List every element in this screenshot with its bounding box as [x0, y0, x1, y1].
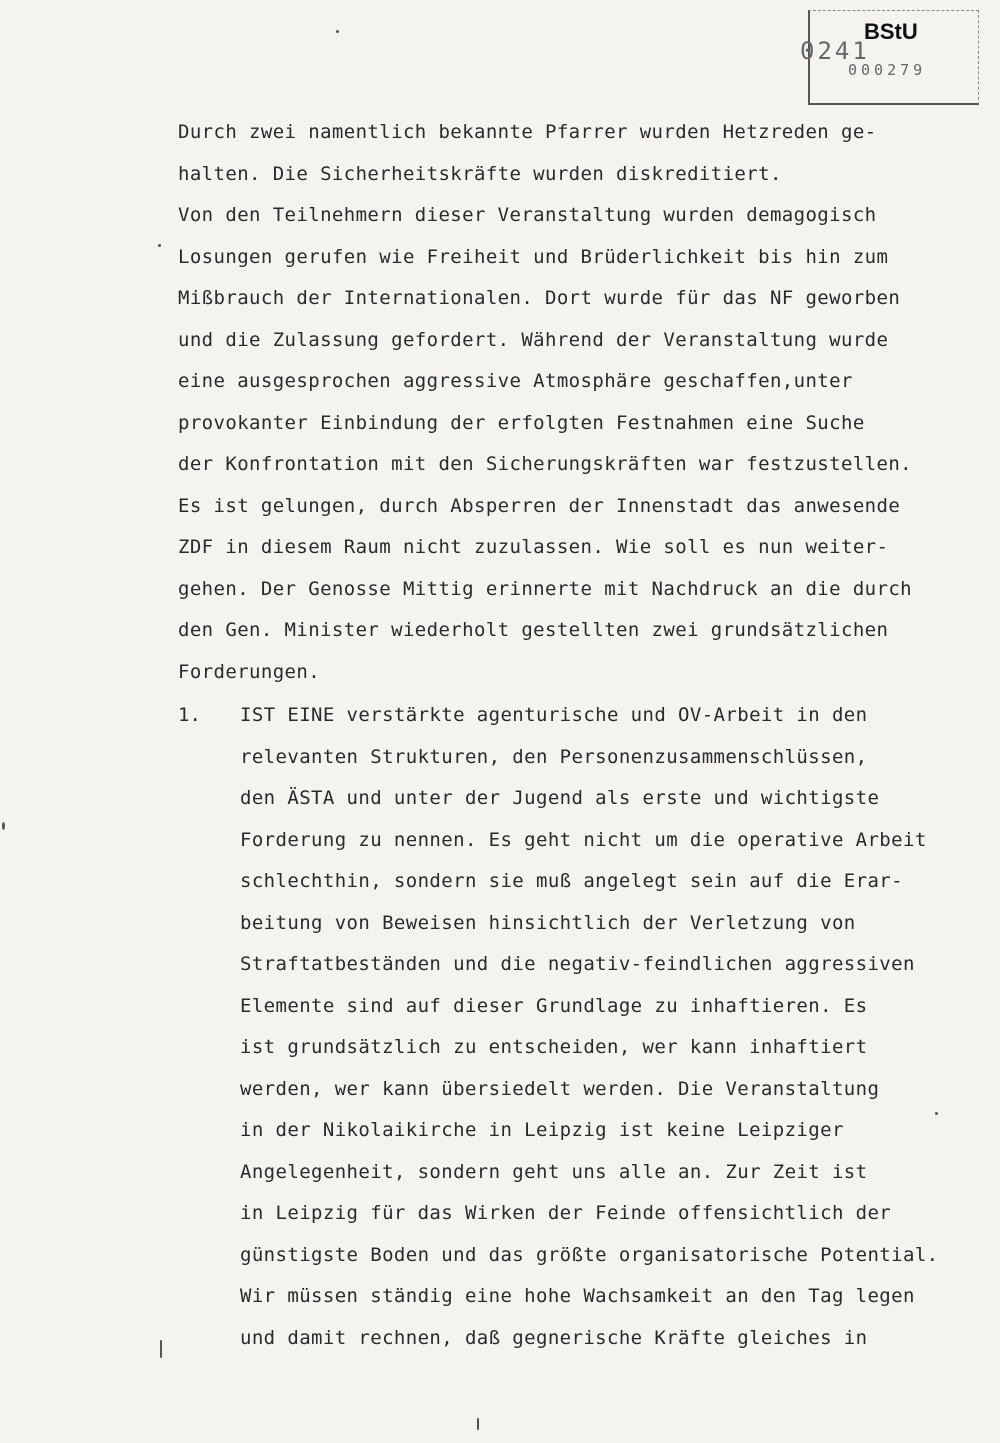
- scan-speck: [2, 822, 5, 830]
- numbered-list-item: [178, 695, 958, 1359]
- list-text-line: Straftatbeständen und die negativ-feindlichen aggressiven: [240, 953, 915, 975]
- text-line: Forderungen.: [178, 660, 321, 683]
- stamp-page-number: 000279: [848, 61, 927, 79]
- text-line: Losungen gerufen wie Freiheit und Brüderlichkeit bis hin zum: [178, 245, 889, 268]
- scan-speck: [935, 1112, 938, 1115]
- scan-speck: [158, 244, 161, 247]
- list-text-line: in der Nikolaikirche in Leipzig ist keine Leipziger: [240, 1119, 844, 1141]
- list-text-line: IST EINE verstärkte agenturische und OV-Arbeit in den: [240, 704, 868, 726]
- stamp-number: 0241: [800, 37, 870, 65]
- list-text-line: und damit rechnen, daß gegnerische Kräfte gleiches in: [240, 1326, 868, 1349]
- body-paragraph: [178, 112, 958, 693]
- scan-speck: [160, 1340, 162, 1358]
- list-text-line: schlechthin, sondern sie muß angelegt sein auf die Erar-: [240, 870, 903, 892]
- text-line: Es ist gelungen, durch Absperren der Innenstadt das anwesende: [178, 494, 901, 517]
- list-text-line: in Leipzig für das Wirken der Feinde offensichtlich der: [240, 1202, 892, 1224]
- archive-stamp: [800, 10, 979, 105]
- text-line: gehen. Der Genosse Mittig erinnerte mit Nachdruck an die durch: [178, 577, 913, 600]
- stamp-label: BStU: [864, 19, 918, 44]
- list-text-line: beitung von Beweisen hinsichtlich der Verletzung von: [240, 911, 856, 934]
- list-text-line: Wir müssen ständig eine hohe Wachsamkeit an den Tag legen: [240, 1285, 915, 1307]
- list-text-line: den ÄSTA und unter der Jugend als erste und wichtigste: [240, 787, 880, 809]
- text-line: den Gen. Minister wiederholt gestellten zwei grundsätzlichen: [178, 619, 889, 641]
- text-line: und die Zulassung gefordert. Während der Veranstaltung wurde: [178, 328, 889, 351]
- document-body: [178, 112, 958, 1359]
- list-text-line: Forderung zu nennen. Es geht nicht um die operative Arbeit: [240, 828, 927, 851]
- list-text-line: ist grundsätzlich zu entscheiden, wer kann inhaftiert: [240, 1036, 868, 1058]
- scan-speck: [336, 30, 339, 33]
- list-number: 1.: [178, 704, 201, 726]
- text-line: eine ausgesprochen aggressive Atmosphäre geschaffen,unter: [178, 370, 853, 392]
- list-text-line: Elemente sind auf dieser Grundlage zu inhaftieren. Es: [240, 994, 868, 1017]
- text-line: Durch zwei namentlich bekannte Pfarrer wurden Hetzreden ge-: [178, 121, 877, 143]
- text-line: Mißbrauch der Internationalen. Dort wurde für das NF geworben: [178, 287, 901, 309]
- list-text-line: relevanten Strukturen, den Personenzusammenschlüssen,: [240, 745, 868, 768]
- text-line: ZDF in diesem Raum nicht zuzulassen. Wie soll es nun weiter-: [178, 536, 889, 558]
- text-line: halten. Die Sicherheitskräfte wurden diskreditiert.: [178, 162, 782, 185]
- text-line: provokanter Einbindung der erfolgten Festnahmen eine Suche: [178, 411, 865, 434]
- list-item-body: [240, 695, 958, 1359]
- text-line: der Konfrontation mit den Sicherungskräften war festzustellen.: [178, 453, 913, 475]
- list-text-line: günstigste Boden und das größte organisatorische Potential.: [240, 1243, 939, 1266]
- scan-speck: [477, 1418, 479, 1430]
- list-text-line: Angelegenheit, sondern geht uns alle an. Zur Zeit ist: [240, 1160, 868, 1183]
- list-text-line: werden, wer kann übersiedelt werden. Die Veranstaltung: [240, 1077, 880, 1100]
- text-line: Von den Teilnehmern dieser Veranstaltung wurden demagogisch: [178, 204, 877, 226]
